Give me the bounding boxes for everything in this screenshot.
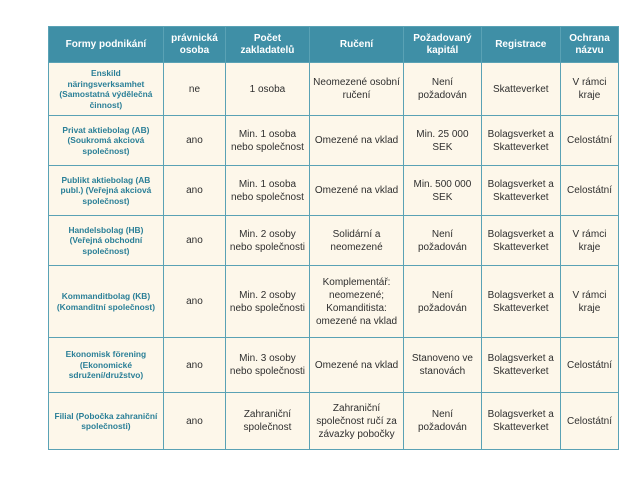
cell-registration: Bolagsverket a Skatteverket <box>481 166 560 216</box>
header-liability: Ručení <box>309 27 403 63</box>
cell-capital: Není požadován <box>404 63 481 116</box>
cell-capital: Není požadován <box>404 266 481 338</box>
cell-name-protection: Celostátní <box>560 166 618 216</box>
cell-registration: Bolagsverket a Skatteverket <box>481 216 560 266</box>
table-row <box>49 63 619 116</box>
cell-liability: Omezené na vklad <box>309 338 403 393</box>
cell-name-protection: V rámci kraje <box>560 63 618 116</box>
cell-legal-person: ano <box>163 266 225 338</box>
table-row <box>49 216 619 266</box>
row-form-name: Publikt aktiebolag (AB publ.) (Veřejná akciová společnost) <box>49 166 164 216</box>
cell-name-protection: Celostátní <box>560 338 618 393</box>
cell-legal-person: ano <box>163 116 225 166</box>
cell-founders: Min. 2 osoby nebo společnosti <box>226 216 310 266</box>
cell-registration: Bolagsverket a Skatteverket <box>481 338 560 393</box>
cell-liability: Omezené na vklad <box>309 166 403 216</box>
row-form-name: Privat aktiebolag (AB) (Soukromá akciová společnost) <box>49 116 164 166</box>
cell-liability: Zahraniční společnost ručí za závazky pobočky <box>309 393 403 450</box>
cell-legal-person: ne <box>163 63 225 116</box>
cell-name-protection: Celostátní <box>560 116 618 166</box>
cell-founders: Min. 1 osoba nebo společnost <box>226 116 310 166</box>
cell-capital: Min. 25 000 SEK <box>404 116 481 166</box>
cell-registration: Bolagsverket a Skatteverket <box>481 266 560 338</box>
row-form-name: Handelsbolag (HB) (Veřejná obchodní společnost) <box>49 216 164 266</box>
row-form-name: Filial (Pobočka zahraniční společnosti) <box>49 393 164 450</box>
table-row <box>49 266 619 338</box>
row-form-name: Kommanditbolag (KB) (Komanditní společnost) <box>49 266 164 338</box>
cell-capital: Není požadován <box>404 393 481 450</box>
cell-registration: Skatteverket <box>481 63 560 116</box>
cell-capital: Min. 500 000 SEK <box>404 166 481 216</box>
cell-registration: Bolagsverket a Skatteverket <box>481 393 560 450</box>
header-legal-person: právnická osoba <box>163 27 225 63</box>
cell-capital: Stanoveno ve stanovách <box>404 338 481 393</box>
cell-founders: 1 osoba <box>226 63 310 116</box>
header-registration: Registrace <box>481 27 560 63</box>
header-form: Formy podnikání <box>49 27 164 63</box>
header-capital: Požadovaný kapitál <box>404 27 481 63</box>
cell-founders: Min. 3 osoby nebo společnosti <box>226 338 310 393</box>
table-row <box>49 393 619 450</box>
cell-liability: Neomezené osobní ručení <box>309 63 403 116</box>
cell-founders: Min. 1 osoba nebo společnost <box>226 166 310 216</box>
cell-founders: Min. 2 osoby nebo společnosti <box>226 266 310 338</box>
row-form-name: Enskild näringsverksamhet (Samostatná výdělečná činnost) <box>49 63 164 116</box>
cell-legal-person: ano <box>163 216 225 266</box>
header-row <box>49 27 619 63</box>
cell-liability: Omezené na vklad <box>309 116 403 166</box>
header-name-protection: Ochrana názvu <box>560 27 618 63</box>
cell-legal-person: ano <box>163 166 225 216</box>
cell-name-protection: Celostátní <box>560 393 618 450</box>
cell-name-protection: V rámci kraje <box>560 216 618 266</box>
row-form-name: Ekonomisk förening (Ekonomické sdružení/družstvo) <box>49 338 164 393</box>
header-founders: Počet zakladatelů <box>226 27 310 63</box>
table-row <box>49 338 619 393</box>
cell-name-protection: V rámci kraje <box>560 266 618 338</box>
cell-liability: Solidární a neomezené <box>309 216 403 266</box>
cell-liability: Komplementář: neomezené; Komanditista: omezené na vklad <box>309 266 403 338</box>
table-row <box>49 116 619 166</box>
cell-founders: Zahraniční společnost <box>226 393 310 450</box>
cell-registration: Bolagsverket a Skatteverket <box>481 116 560 166</box>
table-row <box>49 166 619 216</box>
cell-legal-person: ano <box>163 393 225 450</box>
cell-capital: Není požadován <box>404 216 481 266</box>
business-forms-table <box>48 26 619 450</box>
cell-legal-person: ano <box>163 338 225 393</box>
